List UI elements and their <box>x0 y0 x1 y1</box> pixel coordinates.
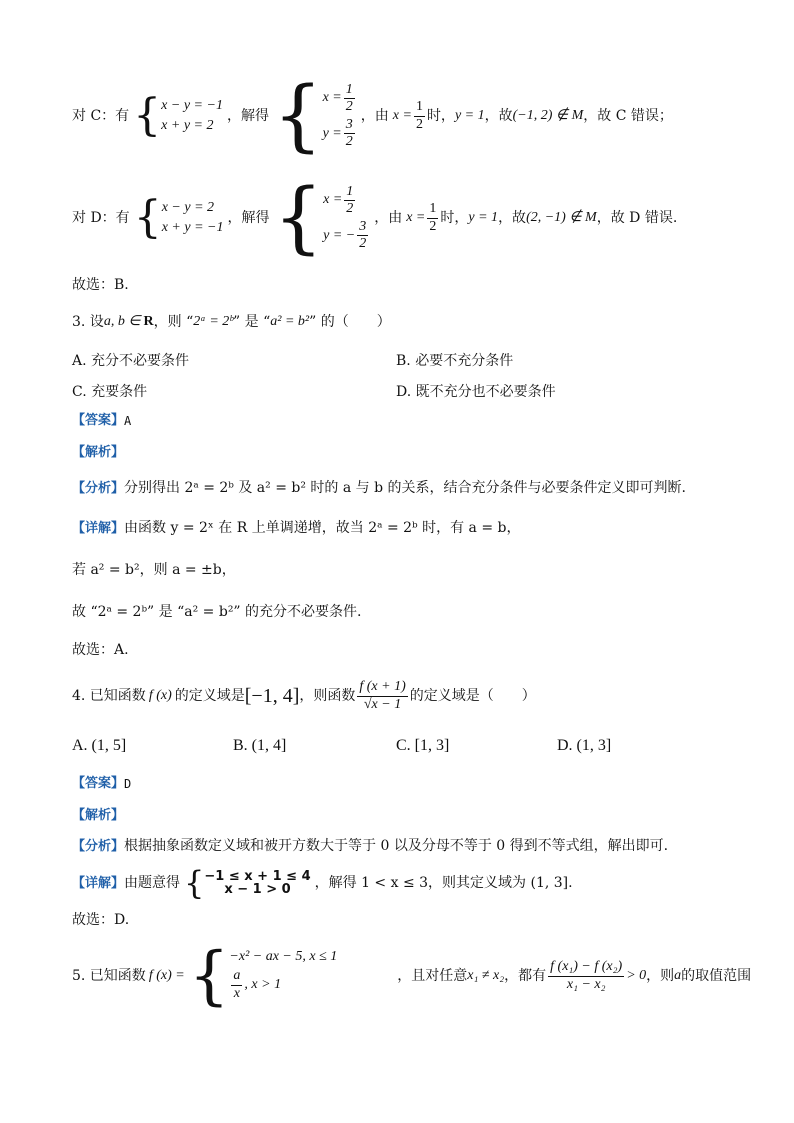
line-d-mid1: ，由 <box>374 210 403 226</box>
eq-c-2: x + y = 2 <box>161 118 214 133</box>
q4-domain: [−1, 4] <box>244 685 300 707</box>
q4-frac-num: f (x + 1) <box>357 679 407 696</box>
q3-xiangjie: 由函数 y = 2ˣ 在 R 上单调递增，故当 2ᵃ = 2ᵇ 时，有 a = b， <box>124 520 521 536</box>
q5-piece2-cond: , x > 1 <box>244 977 282 992</box>
q4-fx: f (x) <box>148 688 172 703</box>
q4-fenxi-line <box>72 839 668 853</box>
q4-xiangjie-line <box>72 866 573 900</box>
q4-xiangjie-a: 由题意得 <box>124 875 181 891</box>
q3-option-c: C. 充要条件 <box>72 384 148 400</box>
question-4-stem <box>72 675 536 717</box>
q5-piece2-num: a <box>231 968 242 985</box>
q5-frac-den: x₁ − x₂ <box>566 976 606 992</box>
q3-analysis-tag: 【解析】 <box>72 445 125 460</box>
q4-frac-den: √x − 1 <box>363 696 402 712</box>
line-c-tail: ，故 C 错误； <box>583 108 673 124</box>
line-c-y1: y = 1 <box>454 108 485 123</box>
q3-stem-c: ” 是 “ <box>233 314 271 330</box>
q5-a: a <box>674 968 682 983</box>
line-c-mid1: ，由 <box>360 108 389 124</box>
q3-stem-a: 3. 设 <box>72 314 104 330</box>
solution-line-c <box>72 71 673 161</box>
q5-cond: x₁ ≠ x₂ <box>467 968 505 983</box>
choice-2: 故选：B. <box>72 277 129 293</box>
q3-fenxi-line <box>72 481 686 495</box>
q4-option-a: A. (1, 5] <box>72 737 127 754</box>
q4-xiangjie-b: ，解得 1 < x ≤ 3，则其定义域为 (1, 3]. <box>314 875 573 891</box>
line-c-solve: ，解得 <box>226 108 269 124</box>
q4-inequality-system: { −1 ≤ x + 1 ≤ 4 x − 1 > 0 <box>184 864 311 902</box>
line-c-cond-lhs: x = <box>392 108 412 123</box>
q4-stem-b: 的定义域是 <box>174 688 245 704</box>
line-d-y1: y = 1 <box>468 210 499 225</box>
question-5-stem <box>72 940 751 1012</box>
sol-c-x-num: 1 <box>344 82 355 99</box>
q5-piecewise: { −x² − ax − 5, x ≤ 1 $\frac{a}{x}$ , x > 1 <box>188 939 338 1013</box>
q4-option-d: D. (1, 3] <box>557 737 612 754</box>
q5-stem-d: ，则 <box>646 968 675 984</box>
line-c-cond-den: 2 <box>415 116 423 132</box>
q4-ineq2: x − 1 > 0 <box>224 882 291 897</box>
q5-stem-e: 的取值范围 <box>681 968 752 984</box>
line-c-mid2: 时， <box>426 108 455 124</box>
line-d-solve: ，解得 <box>227 210 270 226</box>
q3-real-set: R <box>143 314 154 329</box>
solution-system-c: { x = $\frac{1}{2}$ y = $\frac{3}{2}$ <box>272 71 353 161</box>
line-c-lead: 对 C：有 <box>72 108 130 124</box>
choice-line-2 <box>72 278 129 292</box>
q4-ineq1: −1 ≤ x + 1 ≤ 4 <box>204 869 311 884</box>
solution-system-d: { x = $\frac{1}{2}$ y = − $\frac{3}{2}$ <box>273 173 367 263</box>
line-d-cond-lhs: x = <box>406 210 426 225</box>
line-d-mid2: 时， <box>440 210 469 226</box>
q3-stem-d: ” 的（ ） <box>309 314 391 330</box>
eq-d-1: x − y = 2 <box>161 200 215 215</box>
q4-xiangjie-tag: 【详解】 <box>72 875 125 891</box>
q3-answer-tag: 【答案】 <box>72 413 125 428</box>
q4-fenxi-tag: 【分析】 <box>72 838 125 854</box>
q3-answer: A <box>124 413 132 428</box>
line-d-point: (2, −1) ∉ M <box>526 210 597 225</box>
q4-answer-line <box>72 777 131 790</box>
q3-fenxi: 分别得出 2ᵃ = 2ᵇ 及 a² = b² 时的 a 与 b 的关系，结合充分条件与必要条件定义即可判断. <box>124 480 686 496</box>
line-c-point: (−1, 2) ∉ M <box>512 108 584 123</box>
eq-d-2: x + y = −1 <box>161 220 224 235</box>
q4-fenxi: 根据抽象函数定义域和被开方数大于等于 0 以及分母不等于 0 得到不等式组，解出即可. <box>124 838 669 854</box>
solution-line-d <box>72 173 678 263</box>
sol-c-y-num: 3 <box>344 117 355 134</box>
q4-analysis-tag: 【解析】 <box>72 808 125 823</box>
q3-analysis-line <box>72 446 124 459</box>
q3-answer-line <box>72 414 131 427</box>
q3-vars: a, b ∈ <box>103 314 141 329</box>
line-d-tail: ，故 D 错误. <box>596 210 678 226</box>
question-3-stem <box>72 312 391 332</box>
q4-stem-a: 4. 已知函数 <box>72 688 146 704</box>
q3-line3 <box>72 605 362 619</box>
sol-d-x-den: 2 <box>346 200 354 216</box>
q4-stem-c: ，则函数 <box>299 688 356 704</box>
q3-line2 <box>72 563 236 577</box>
q4-answer-tag: 【答案】 <box>72 776 125 791</box>
q3-cond2: a² = b² <box>270 314 310 329</box>
q4-option-c: C. [1, 3] <box>396 737 450 754</box>
line-d-cond-num: 1 <box>427 201 438 218</box>
sol-d-y-lhs: y = − <box>323 227 356 243</box>
q3-option-b: B. 必要不充分条件 <box>396 353 514 369</box>
q3-stem-b: ，则 “ <box>153 314 194 330</box>
line-c-mid3: ，故 <box>484 108 513 124</box>
sol-c-y-lhs: y = <box>322 125 342 141</box>
q4-choice: 故选：D. <box>72 912 130 928</box>
q3-xiangjie-tag: 【详解】 <box>72 520 125 536</box>
q3-option-d: D. 既不充分也不必要条件 <box>396 384 556 400</box>
q5-stem-a: 5. 已知函数 <box>72 968 146 984</box>
q5-frac-num: f (x₁) − f (x₂) <box>548 959 624 976</box>
q4-stem-d: 的定义域是（ ） <box>409 688 536 704</box>
equation-system-d: { x − y = 2 x + y = −1 <box>133 192 224 243</box>
eq-c-1: x − y = −1 <box>161 98 223 113</box>
line-d-lead: 对 D：有 <box>72 210 130 226</box>
sol-d-y-num: 3 <box>357 219 368 236</box>
q4-choice-line <box>72 913 129 927</box>
line-d-mid3: ，故 <box>498 210 527 226</box>
q4-analysis-line <box>72 809 124 822</box>
sol-d-x-lhs: x = <box>323 192 343 208</box>
q3-choice: 故选：A. <box>72 642 129 658</box>
q5-stem-c: ，都有 <box>504 968 547 984</box>
q5-stem-b: ，且对任意 <box>397 968 468 984</box>
q5-gt0: > 0 <box>626 968 647 983</box>
q4-option-b: B. (1, 4] <box>233 737 287 754</box>
q3-cond1: 2ᵃ = 2ᵇ <box>193 314 234 329</box>
q3-step3: 故 “2ᵃ = 2ᵇ” 是 “a² = b²” 的充分不必要条件. <box>72 604 362 620</box>
line-d-cond-den: 2 <box>429 218 437 234</box>
q5-fx: f (x) = <box>148 968 185 983</box>
sol-c-y-den: 2 <box>345 134 353 150</box>
line-c-cond-num: 1 <box>414 99 425 116</box>
q3-choice-line <box>72 643 129 657</box>
sol-c-x-lhs: x = <box>322 90 342 106</box>
sol-d-y-den: 2 <box>359 236 367 252</box>
equation-system-c: { x − y = −1 x + y = 2 <box>133 90 223 141</box>
sol-c-x-den: 2 <box>345 98 353 114</box>
q5-piece2-den: x <box>233 985 241 1001</box>
q3-xiangjie-line <box>72 521 520 535</box>
q3-option-a: A. 充分不必要条件 <box>72 353 190 369</box>
q5-piece1: −x² − ax − 5, x ≤ 1 <box>229 949 338 965</box>
q4-answer: D <box>124 776 132 791</box>
q3-step2: 若 a² = b²，则 a = ±b， <box>72 562 236 578</box>
q3-fenxi-tag: 【分析】 <box>72 480 125 496</box>
sol-d-x-num: 1 <box>344 184 355 201</box>
